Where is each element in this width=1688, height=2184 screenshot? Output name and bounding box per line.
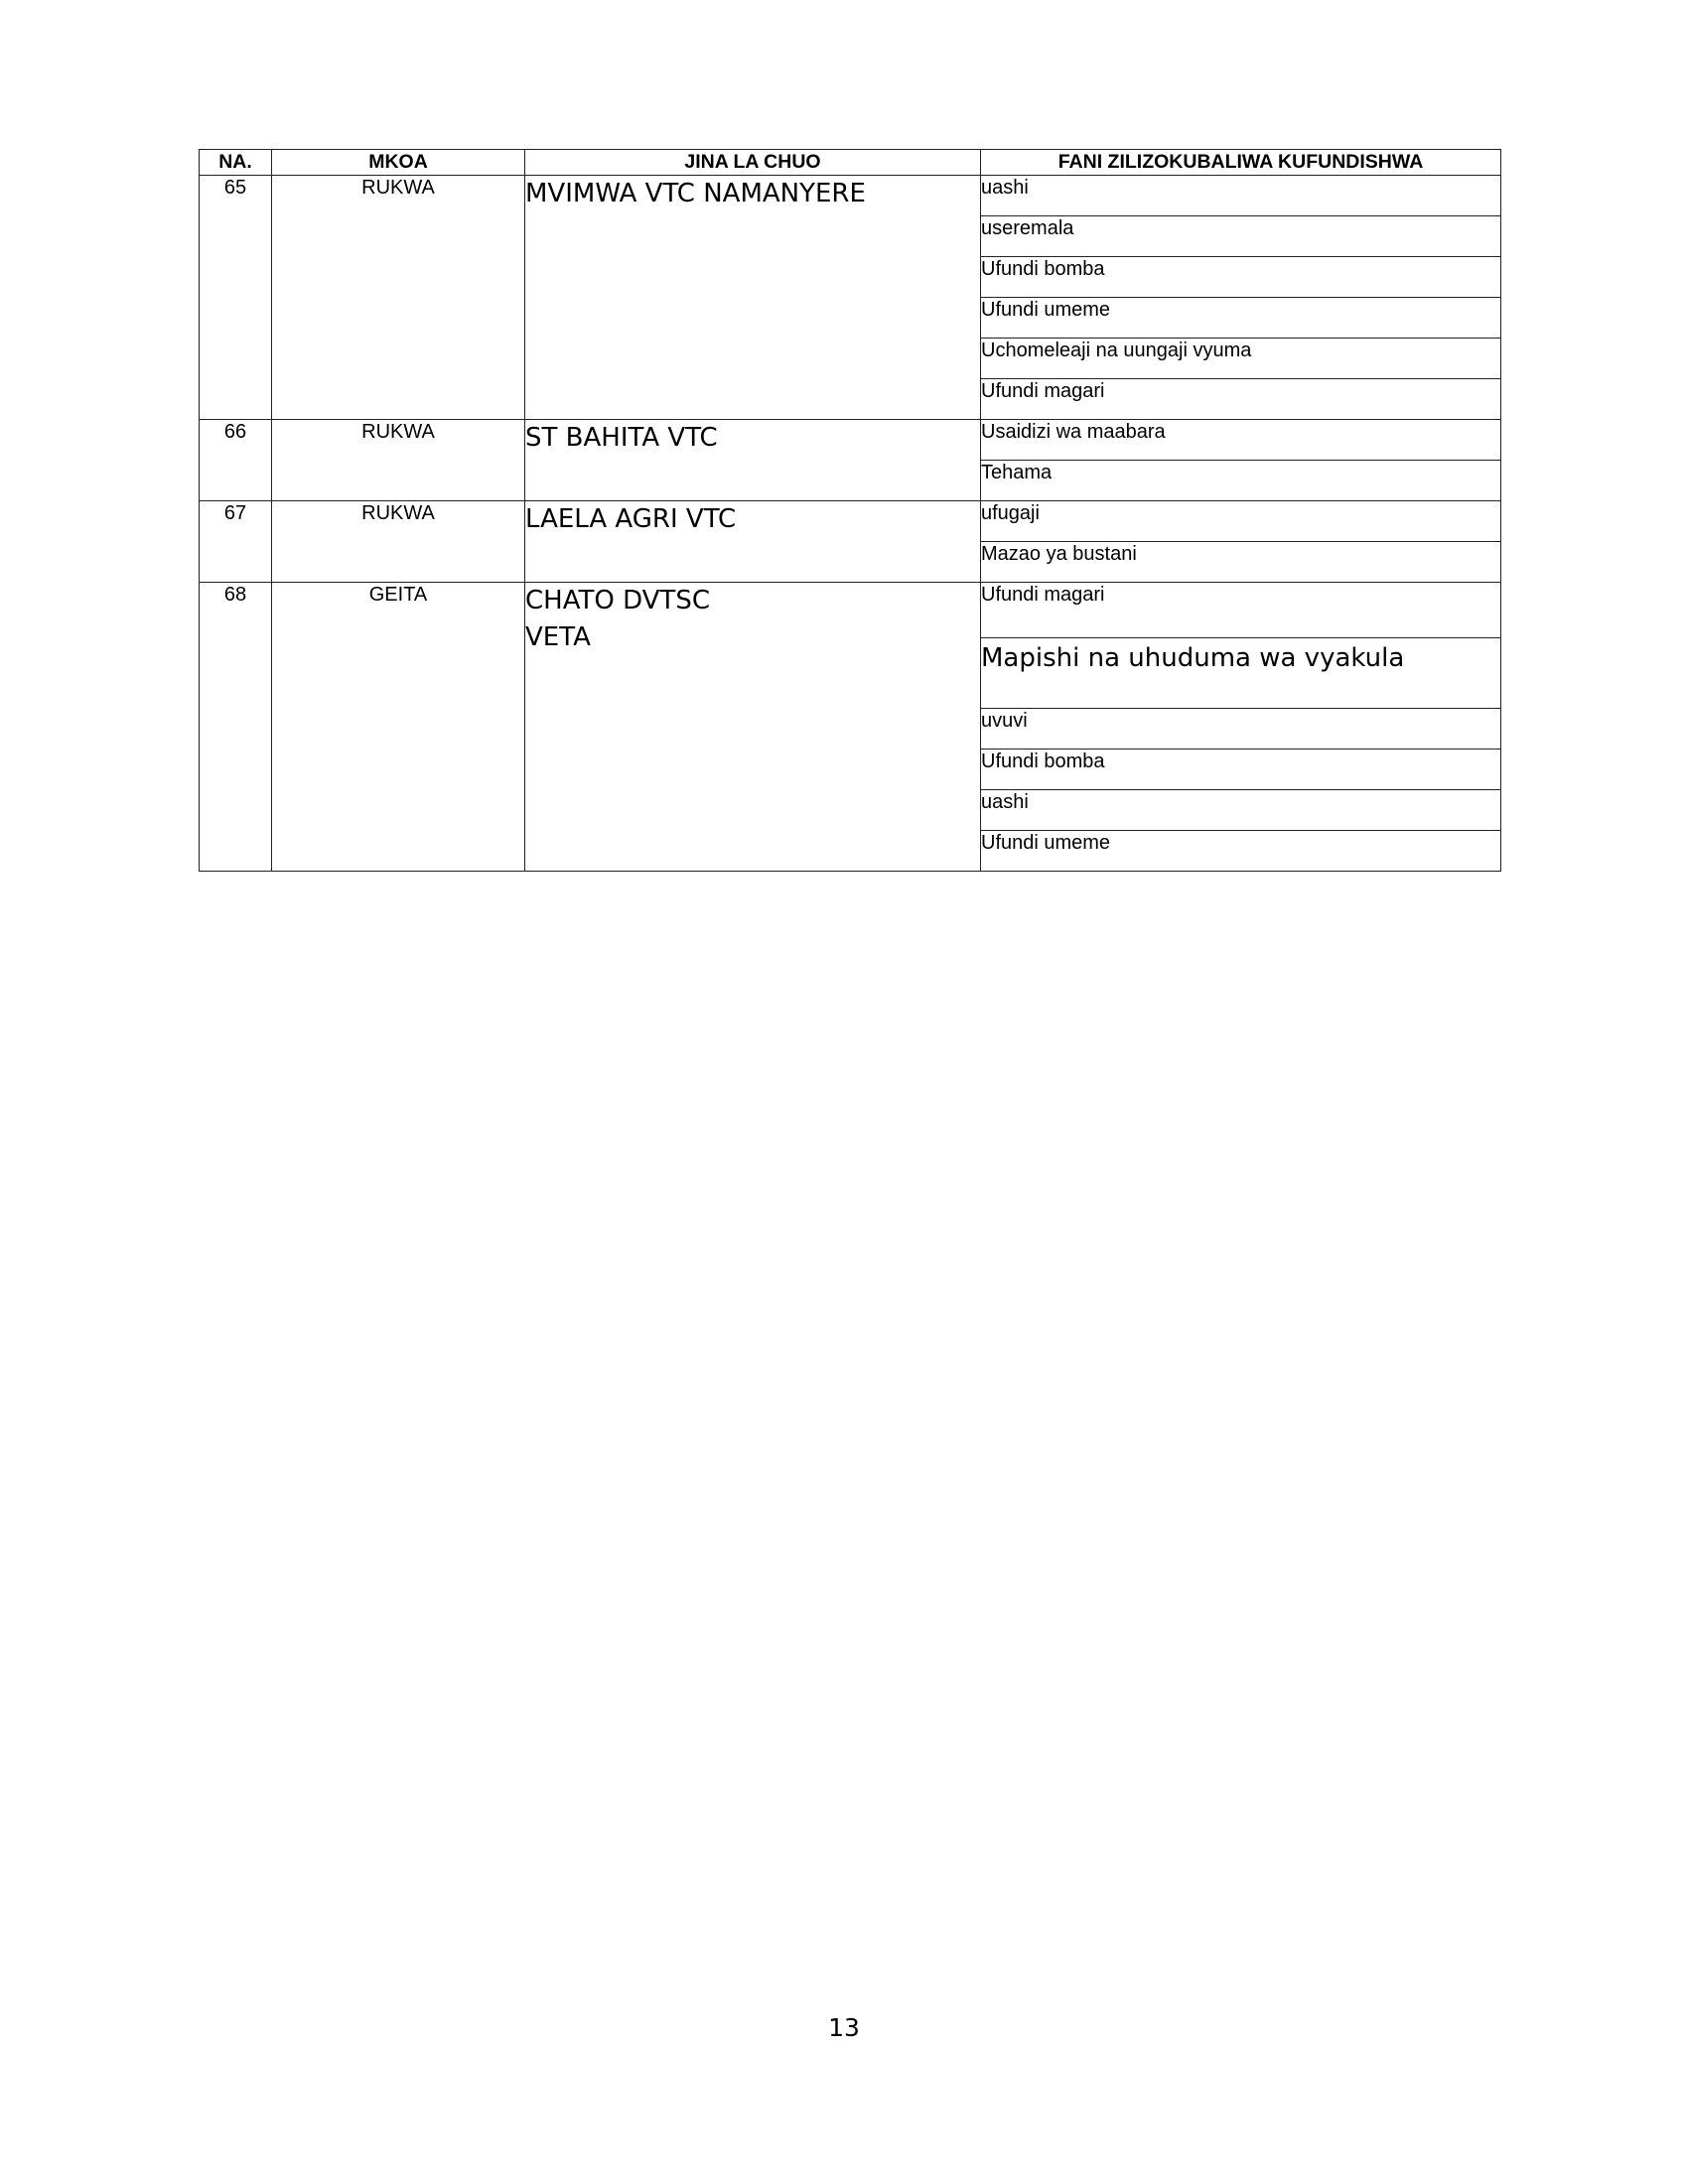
header-fani: FANI ZILIZOKUBALIWA KUFUNDISHWA (981, 150, 1501, 176)
header-mkoa: MKOA (272, 150, 525, 176)
college-name: MVIMWA VTC NAMANYERE (525, 179, 866, 208)
region-cell: RUKWA (272, 176, 525, 420)
college-name: ST BAHITA VTC (525, 423, 718, 453)
region-cell: GEITA (272, 583, 525, 872)
region-cell: RUKWA (272, 420, 525, 501)
row-number: 68 (200, 583, 272, 872)
college-name-cell (525, 420, 981, 501)
college-name-line-2: VETA (525, 622, 591, 652)
row-number: 67 (200, 501, 272, 583)
course-cell: uashi (981, 790, 1501, 831)
college-name-cell (525, 583, 981, 872)
course-cell: Ufundi magari (981, 379, 1501, 420)
course-cell: ufugaji (981, 501, 1501, 542)
course-cell: uashi (981, 176, 1501, 216)
header-row (200, 150, 1501, 176)
course-cell: Tehama (981, 461, 1501, 501)
page-number: 13 (828, 2013, 860, 2042)
college-name-cell (525, 176, 981, 420)
course-cell: Ufundi magari (981, 583, 1501, 638)
college-name-cell (525, 501, 981, 583)
colleges-table (199, 149, 1501, 872)
row-number: 66 (200, 420, 272, 501)
table-row (200, 420, 1501, 461)
college-name-line-1: CHATO DVTSC (525, 586, 710, 615)
table-row (200, 583, 1501, 638)
course-cell: Ufundi bomba (981, 750, 1501, 790)
course-cell: Mapishi na uhuduma wa vyakula (981, 638, 1501, 709)
table-row (200, 501, 1501, 542)
header-jina-la-chuo: JINA LA CHUO (525, 150, 981, 176)
course-cell: Ufundi bomba (981, 257, 1501, 298)
course-cell: Usaidizi wa maabara (981, 420, 1501, 461)
region-cell: RUKWA (272, 501, 525, 583)
header-na: NA. (200, 150, 272, 176)
course-cell: uvuvi (981, 709, 1501, 750)
course-cell: useremala (981, 216, 1501, 257)
course-cell: Uchomeleaji na uungaji vyuma (981, 339, 1501, 379)
course-cell: Mazao ya bustani (981, 542, 1501, 583)
course-cell: Ufundi umeme (981, 831, 1501, 872)
row-number: 65 (200, 176, 272, 420)
course-cell: Ufundi umeme (981, 298, 1501, 339)
college-name: LAELA AGRI VTC (525, 504, 737, 534)
table-body (200, 176, 1501, 872)
table-row (200, 176, 1501, 216)
table-header (200, 150, 1501, 176)
